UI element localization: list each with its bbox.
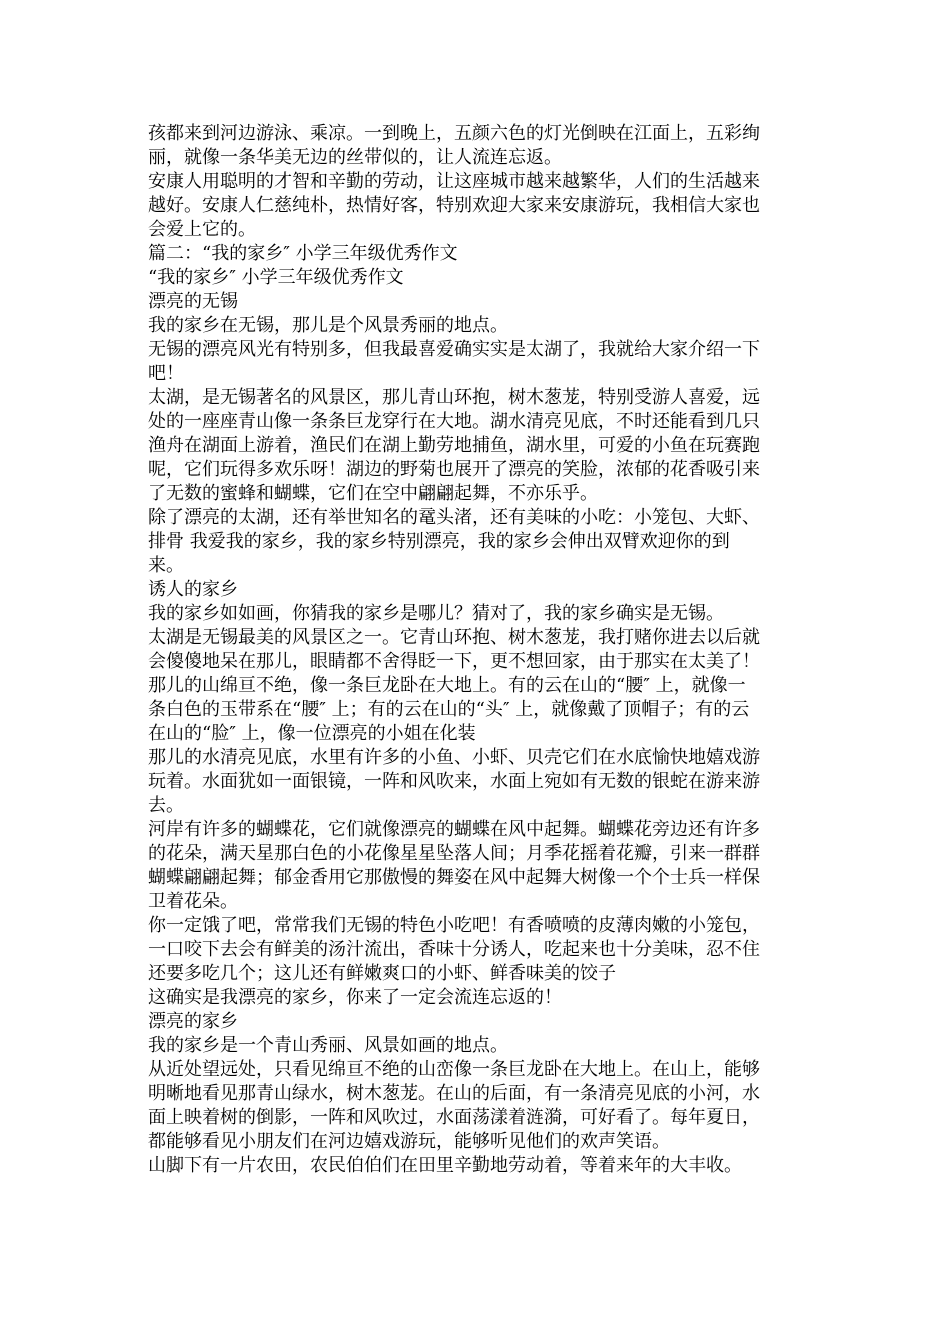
text-line: 还要多吃几个；这儿还有鲜嫩爽口的小虾、鲜香味美的饺子 [148,963,616,984]
text-line: 那儿的山绵亘不绝，像一条巨龙卧在大地上。有的云在山的“腰″ 上，就像一 [148,675,746,696]
text-line: 明晰地看见那青山绿水，树木葱茏。在山的后面，有一条清亮见底的小河，水 [148,1083,760,1104]
text-line: 去。 [148,795,184,816]
text-line: 丽，就像一条华美无边的丝带似的，让人流连忘返。 [148,147,562,168]
text-line: 孩都来到河边游泳、乘凉。一到晚上，五颜六色的灯光倒映在江面上，五彩绚 [148,123,760,144]
text-line: 河岸有许多的蝴蝶花，它们就像漂亮的蝴蝶在风中起舞。蝴蝶花旁边还有许多 [148,819,760,840]
text-line: 我的家乡在无锡，那儿是个风景秀丽的地点。 [148,315,508,336]
text-line: 面上映着树的倒影，一阵和风吹过，水面荡漾着涟漪，可好看了。每年夏日， [148,1107,760,1128]
text-line: 来。 [148,555,184,576]
text-line: 你一定饿了吧，常常我们无锡的特色小吃吧！有香喷喷的皮薄肉嫩的小笼包， [148,915,760,936]
section-heading: 篇二：“我的家乡″ 小学三年级优秀作文 [148,243,458,264]
text-line: 我的家乡是一个青山秀丽、风景如画的地点。 [148,1035,508,1056]
text-line: 山脚下有一片农田，农民伯伯们在田里辛勤地劳动着，等着来年的大丰收。 [148,1155,742,1176]
text-line: 一口咬下去会有鲜美的汤汁流出，香味十分诱人，吃起来也十分美味，忍不住 [148,939,760,960]
text-line: 会傻傻地呆在那儿，眼睛都不舍得眨一下，更不想回家，由于那实在太美了！ [148,651,760,672]
essay-title: “我的家乡″ 小学三年级优秀作文 [148,267,404,288]
text-line: 渔舟在湖面上游着，渔民们在湖上勤劳地捕鱼，湖水里，可爱的小鱼在玩赛跑 [148,435,760,456]
text-line: 太湖是无锡最美的风景区之一。它青山环抱、树木葱茏，我打赌你进去以后就 [148,627,760,648]
text-line: 卫着花朵。 [148,891,238,912]
text-line: 越好。安康人仁慈纯朴，热情好客，特别欢迎大家来安康游玩，我相信大家也 [148,195,760,216]
text-line: 玩着。水面犹如一面银镜，一阵和风吹来，水面上宛如有无数的银蛇在游来游 [148,771,760,792]
text-line: 从近处望远处，只看见绵亘不绝的山峦像一条巨龙卧在大地上。在山上，能够 [148,1059,760,1080]
text-line: 除了漂亮的太湖，还有举世知名的鼋头渚，还有美味的小吃：小笼包、大虾、 [148,507,760,528]
text-line: 的花朵，满天星那白色的小花像星星坠落人间；月季花摇着花瓣，引来一群群 [148,843,760,864]
text-line: 了无数的蜜蜂和蝴蝶，它们在空中翩翩起舞，不亦乐乎。 [148,483,598,504]
text-line: 排骨 我爱我的家乡，我的家乡特别漂亮，我的家乡会伸出双臂欢迎你的到 [148,531,730,552]
text-line: 呢，它们玩得多欢乐呀！湖边的野菊也展开了漂亮的笑脸，浓郁的花香吸引来 [148,459,760,480]
text-line: 蝴蝶翩翩起舞；郁金香用它那傲慢的舞姿在风中起舞大树像一个个士兵一样保 [148,867,760,888]
text-line: 那儿的水清亮见底，水里有许多的小鱼、小虾、贝壳它们在水底愉快地嬉戏游 [148,747,760,768]
document-page [148,122,808,1178]
text-line: 太湖，是无锡著名的风景区，那儿青山环抱，树木葱茏，特别受游人喜爱，远 [148,387,760,408]
text-line: 处的一座座青山像一条条巨龙穿行在大地。湖水清亮见底，不时还能看到几只 [148,411,760,432]
text-line: 无锡的漂亮风光有特别多，但我最喜爱确实实是太湖了，我就给大家介绍一下 [148,339,760,360]
text-line: 条白色的玉带系在“腰″ 上；有的云在山的“头″ 上，就像戴了顶帽子；有的云 [148,699,750,720]
essay-subtitle: 诱人的家乡 [148,579,238,600]
text-line: 吧！ [148,363,184,384]
text-line: 都能够看见小朋友们在河边嬉戏游玩，能够听见他们的欢声笑语。 [148,1131,670,1152]
essay-subtitle: 漂亮的无锡 [148,291,238,312]
text-line: 这确实是我漂亮的家乡，你来了一定会流连忘返的！ [148,987,562,1008]
text-line: 会爱上它的。 [148,219,256,240]
text-line: 在山的“脸″ 上，像一位漂亮的小姐在化装 [148,723,476,744]
essay-subtitle: 漂亮的家乡 [148,1011,238,1032]
text-line: 我的家乡如如画，你猜我的家乡是哪儿？猜对了，我的家乡确实是无锡。 [148,603,724,624]
text-line: 安康人用聪明的才智和辛勤的劳动，让这座城市越来越繁华，人们的生活越来 [148,171,760,192]
